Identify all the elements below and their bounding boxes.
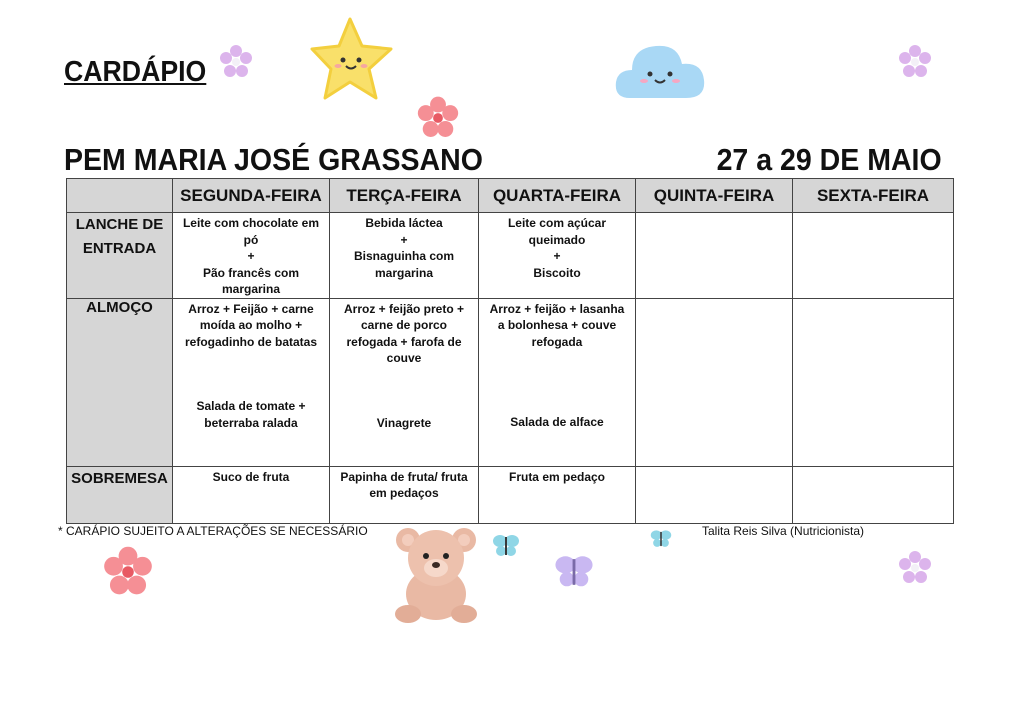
menu-cell: Bebida láctea + Bisnaguinha com margarina: [330, 213, 479, 299]
row-label-almoco: ALMOÇO: [67, 298, 173, 466]
menu-cell: Papinha de fruta/ fruta em pedaços: [330, 466, 479, 523]
table-row: [67, 298, 954, 466]
menu-cell: Leite com chocolate em pó + Pão francês com margarina: [173, 213, 330, 299]
table-row: [67, 213, 954, 299]
flower-icon: [98, 546, 158, 598]
butterfly-icon: [650, 528, 672, 550]
menu-cell: Leite com açúcar queimado + Biscoito: [479, 213, 636, 299]
page-title: CARDÁPIO: [64, 56, 207, 88]
nutritionist-signature: Talita Reis Silva (Nutricionista): [702, 524, 865, 538]
school-name: PEM MARIA JOSÉ GRASSANO: [64, 142, 483, 177]
menu-cell: Arroz + feijão preto + carne de porco refogada + farofa de couve Vinagrete: [330, 298, 479, 466]
disclaimer-note: * CARÁPIO SUJEITO A ALTERAÇÕES SE NECESSÁRIO: [58, 524, 368, 538]
menu-cell: [636, 213, 793, 299]
menu-cell: Arroz + Feijão + carne moída ao molho + refogadinho de batatas Salada de tomate + beterraba ralada: [173, 298, 330, 466]
menu-table: [66, 178, 954, 524]
star-face-icon: [310, 16, 394, 102]
butterfly-icon: [552, 552, 596, 592]
menu-cell: Fruta em pedaço: [479, 466, 636, 523]
corner-cell: [67, 179, 173, 213]
flower-icon: [897, 44, 933, 80]
menu-cell: [793, 213, 954, 299]
flower-icon: [897, 550, 933, 586]
day-header: TERÇA-FEIRA: [330, 179, 479, 213]
day-header: SEXTA-FEIRA: [793, 179, 954, 213]
flower-icon: [416, 96, 460, 140]
date-range: 27 a 29 DE MAIO: [716, 142, 942, 177]
menu-cell: [636, 298, 793, 466]
teddy-bear-icon: [388, 520, 484, 624]
menu-cell: [793, 298, 954, 466]
flower-icon: [218, 44, 254, 80]
menu-cell: Suco de fruta: [173, 466, 330, 523]
menu-cell: Arroz + feijão + lasanha a bolonhesa + couve refogada Salada de alface: [479, 298, 636, 466]
row-label-sobremesa: SOBREMESA: [67, 466, 173, 523]
day-header: SEGUNDA-FEIRA: [173, 179, 330, 213]
butterfly-icon: [492, 532, 520, 560]
table-header-row: [67, 179, 954, 213]
day-header: QUINTA-FEIRA: [636, 179, 793, 213]
menu-cell: [636, 466, 793, 523]
cloud-face-icon: [612, 34, 708, 104]
table-row: [67, 466, 954, 523]
day-header: QUARTA-FEIRA: [479, 179, 636, 213]
menu-cell: [793, 466, 954, 523]
row-label-lanche: LANCHE DE ENTRADA: [67, 213, 173, 299]
